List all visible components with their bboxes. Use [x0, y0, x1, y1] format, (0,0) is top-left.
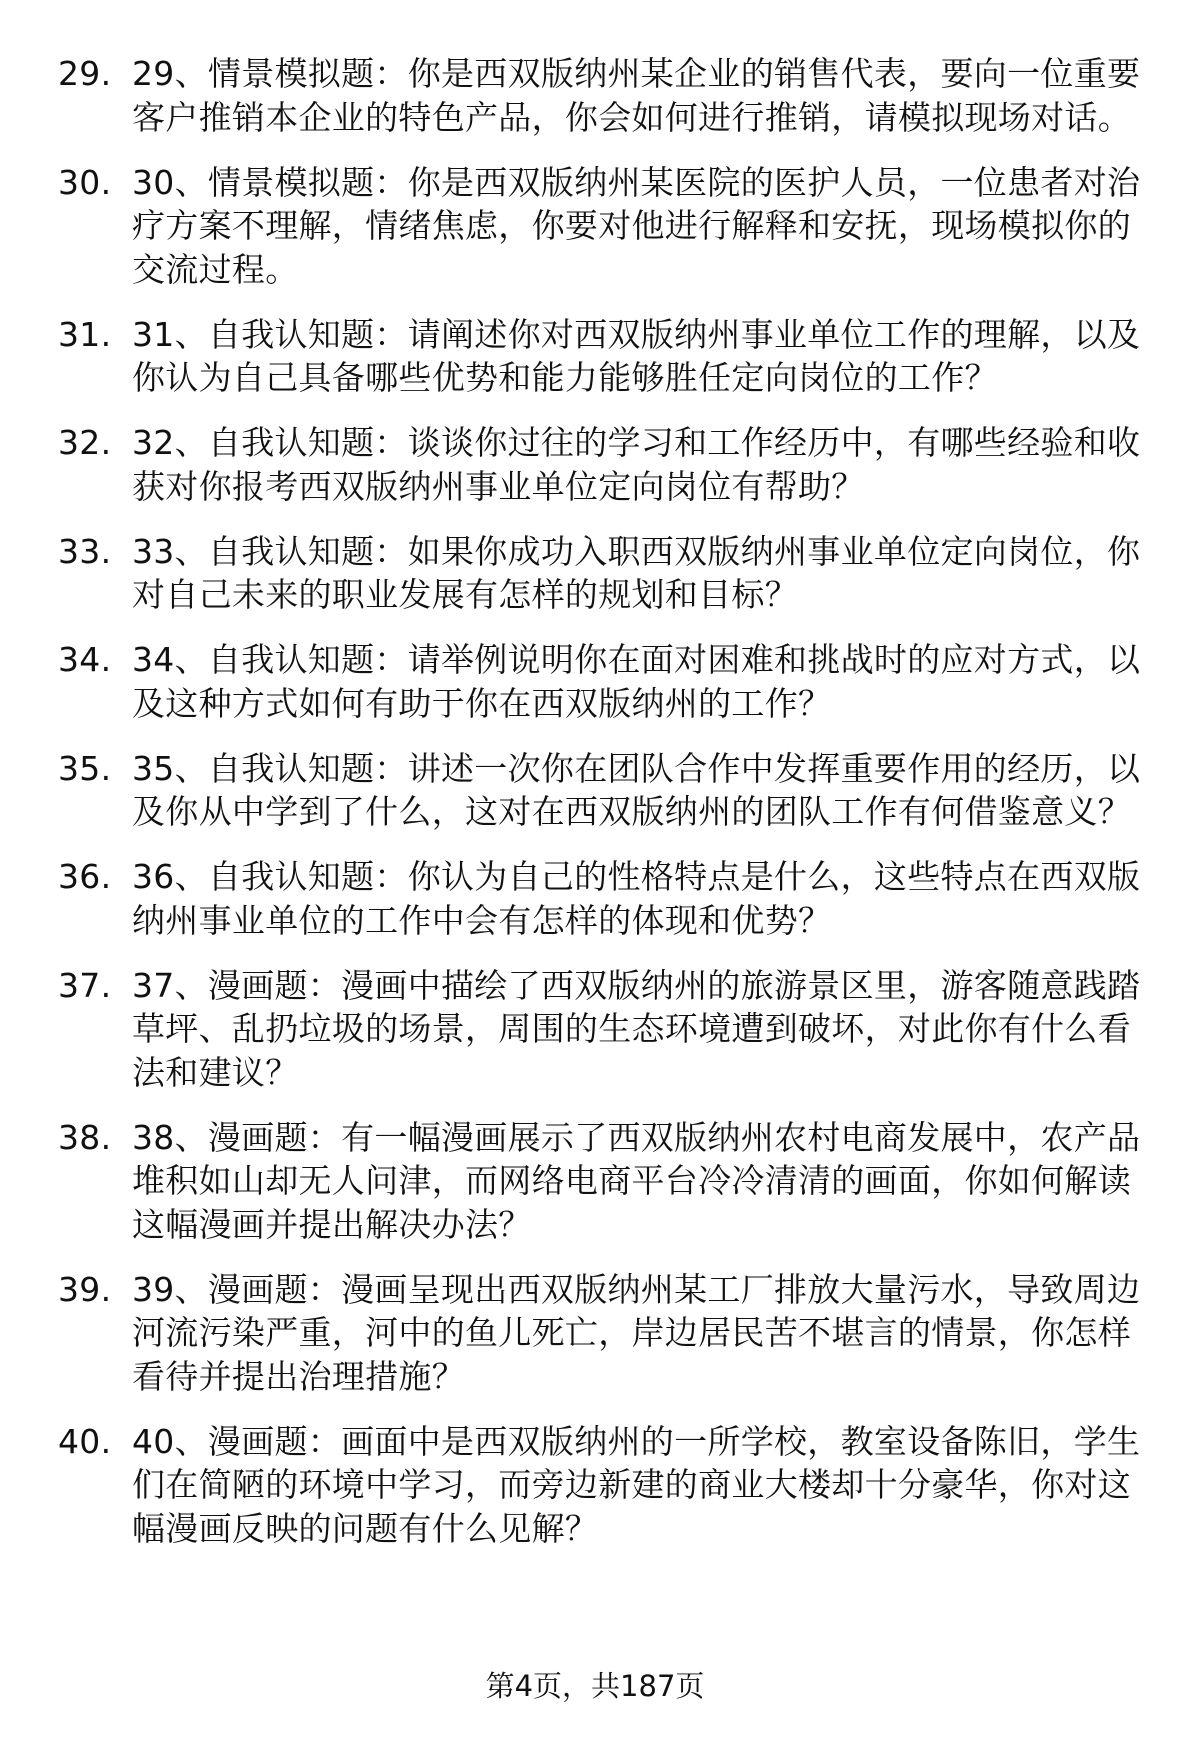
question-item: [58, 52, 1148, 139]
question-item: [58, 1116, 1148, 1247]
question-text: 31、自我认知题：请阐述你对西双版纳州事业单位工作的理解，以及你认为自己具备哪些优势和能力能够胜任定向岗位的工作？: [132, 314, 1141, 397]
question-number: 34.: [58, 640, 112, 679]
question-item: [58, 1268, 1148, 1399]
question-number: 36.: [58, 857, 112, 896]
question-text: 33、自我认知题：如果你成功入职西双版纳州事业单位定向岗位，你对自己未来的职业发展有怎样的规划和目标？: [132, 531, 1141, 614]
question-item: [58, 421, 1148, 508]
question-text: 37、漫画题：漫画中描绘了西双版纳州的旅游景区里，游客随意践踏草坪、乱扔垃圾的场景，周围的生态环境遭到破坏，对此你有什么看法和建议？: [132, 965, 1141, 1092]
question-item: [58, 161, 1148, 292]
question-item: [58, 530, 1148, 617]
question-number: 38.: [58, 1117, 112, 1157]
question-number: 29.: [58, 54, 112, 93]
question-number: 33.: [58, 531, 112, 571]
question-text: 38、漫画题：有一幅漫画展示了西双版纳州农村电商发展中，农产品堆积如山却无人问津，而网络电商平台冷冷清清的画面，你如何解读这幅漫画并提出解决办法？: [132, 1117, 1141, 1244]
question-text: 34、自我认知题：请举例说明你在面对困难和挑战时的应对方式，以及这种方式如何有助于你在西双版纳州的工作？: [132, 640, 1141, 723]
question-number: 40.: [58, 1421, 112, 1461]
question-text: 35、自我认知题：讲述一次你在团队合作中发挥重要作用的经历，以及你从中学到了什么，这对在西双版纳州的团队工作有何借鉴意义？: [132, 748, 1141, 831]
question-item: [58, 638, 1148, 725]
question-number: 30.: [58, 162, 112, 202]
question-item: [58, 747, 1148, 834]
question-text: 40、漫画题：画面中是西双版纳州的一所学校，教室设备陈旧，学生们在简陋的环境中学习，而旁边新建的商业大楼却十分豪华，你对这幅漫画反映的问题有什么见解？: [132, 1421, 1141, 1548]
question-item: [58, 855, 1148, 942]
question-text: 39、漫画题：漫画呈现出西双版纳州某工厂排放大量污水，导致周边河流污染严重，河中的鱼儿死亡，岸边居民苦不堪言的情景，你怎样看待并提出治理措施？: [132, 1269, 1141, 1396]
question-item: [58, 313, 1148, 400]
question-list: [58, 52, 1148, 1572]
question-item: [58, 964, 1148, 1095]
question-item: [58, 1420, 1148, 1551]
page-footer: 第4页，共187页: [485, 1669, 705, 1703]
question-text: 36、自我认知题：你认为自己的性格特点是什么，这些特点在西双版纳州事业单位的工作中会有怎样的体现和优势？: [132, 857, 1141, 940]
question-number: 31.: [58, 314, 112, 354]
question-text: 32、自我认知题：谈谈你过往的学习和工作经历中，有哪些经验和收获对你报考西双版纳州事业单位定向岗位有帮助？: [132, 423, 1141, 506]
question-number: 37.: [58, 965, 112, 1005]
question-number: 39.: [58, 1269, 112, 1309]
question-text: 29、情景模拟题：你是西双版纳州某企业的销售代表，要向一位重要客户推销本企业的特色产品，你会如何进行推销，请模拟现场对话。: [132, 54, 1141, 137]
question-number: 35.: [58, 748, 112, 788]
question-number: 32.: [58, 423, 112, 462]
question-text: 30、情景模拟题：你是西双版纳州某医院的医护人员，一位患者对治疗方案不理解，情绪焦虑，你要对他进行解释和安抚，现场模拟你的交流过程。: [132, 162, 1141, 289]
